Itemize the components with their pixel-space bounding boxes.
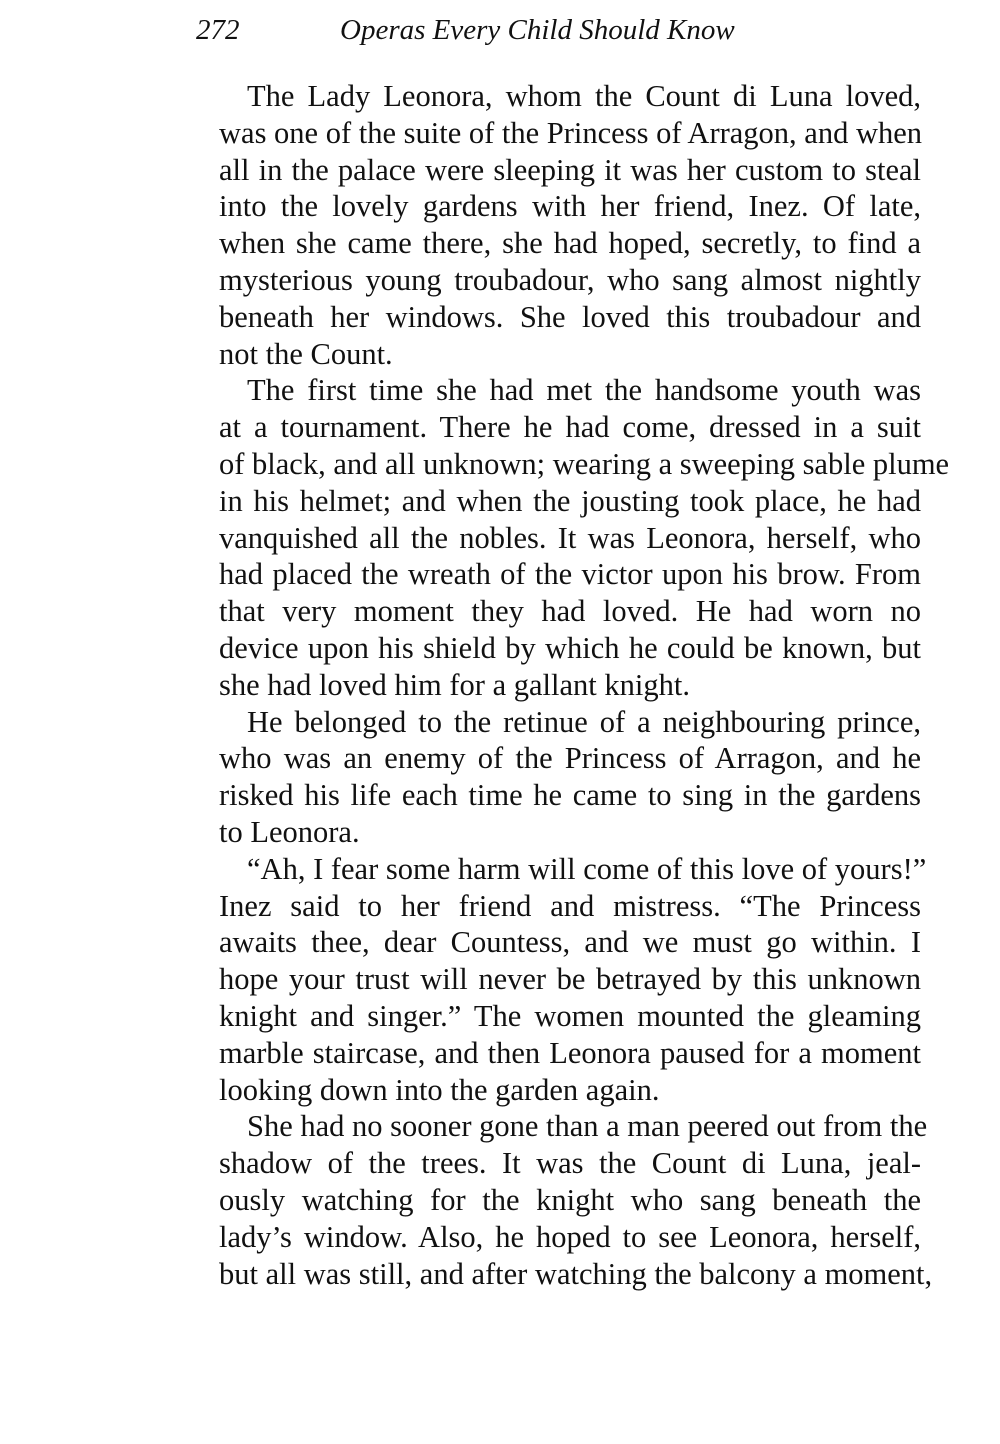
text-line: lady’s window. Also, he hoped to see Leonora, herself, xyxy=(219,1219,921,1254)
text-line: beneath her windows. She loved this troubadour and xyxy=(219,299,921,334)
text-line: all in the palace were sleeping it was her custom to steal xyxy=(219,152,921,187)
text-line: when she came there, she had hoped, secretly, to find a xyxy=(219,226,921,261)
running-head xyxy=(196,14,922,54)
text-line: who was an enemy of the Princess of Arragon, and he xyxy=(219,741,921,776)
paragraph-5 xyxy=(191,1108,933,1292)
page-number: 272 xyxy=(196,14,240,46)
text-line: device upon his shield by which he could be known, but xyxy=(219,630,921,665)
text-line: had placed the wreath of the victor upon his brow. From xyxy=(219,557,921,592)
text-line: not the Count. xyxy=(219,336,393,371)
paragraph-2 xyxy=(191,372,950,703)
text-line: shadow of the trees. It was the Count di Luna, jeal- xyxy=(219,1146,921,1181)
text-line: The first time she had met the handsome youth was xyxy=(247,373,921,408)
text-line: she had loved him for a gallant knight. xyxy=(219,667,690,702)
text-line: mysterious young troubadour, who sang almost nightly xyxy=(219,262,921,297)
text-line: “Ah, I fear some harm will come of this love of yours!” xyxy=(247,851,927,886)
text-line: He belonged to the retinue of a neighbouring prince, xyxy=(247,704,921,739)
text-line: risked his life each time he came to sing in the gardens xyxy=(219,778,921,813)
text-line: at a tournament. There he had come, dressed in a suit xyxy=(219,410,921,445)
text-line: to Leonora. xyxy=(219,814,360,849)
text-line: but all was still, and after watching the balcony a moment, xyxy=(219,1256,933,1291)
text-line: Inez said to her friend and mistress. “The Princess xyxy=(219,888,921,923)
text-line: She had no sooner gone than a man peered out from the xyxy=(247,1109,928,1144)
paragraph-1 xyxy=(191,78,921,372)
text-line: looking down into the garden again. xyxy=(219,1072,660,1107)
body-text xyxy=(191,78,950,1292)
text-line: was one of the suite of the Princess of Arragon, and when xyxy=(219,115,923,150)
text-line: in his helmet; and when the jousting took place, he had xyxy=(219,483,921,518)
running-title: Operas Every Child Should Know xyxy=(340,14,735,46)
text-line: marble staircase, and then Leonora paused for a moment xyxy=(219,1035,921,1070)
text-line: of black, and all unknown; wearing a sweeping sable plume xyxy=(219,446,950,481)
paragraph-3 xyxy=(191,704,921,851)
text-line: that very moment they had loved. He had worn no xyxy=(219,594,921,629)
text-line: vanquished all the nobles. It was Leonora, herself, who xyxy=(219,520,921,555)
paragraph-4 xyxy=(191,851,927,1109)
text-line: hope your trust will never be betrayed by this unknown xyxy=(219,962,921,997)
text-line: knight and singer.” The women mounted the gleaming xyxy=(219,998,921,1033)
text-line: ously watching for the knight who sang beneath the xyxy=(219,1182,921,1217)
text-line: into the lovely gardens with her friend, Inez. Of late, xyxy=(219,189,921,224)
text-line: The Lady Leonora, whom the Count di Luna loved, xyxy=(247,79,921,113)
text-line: awaits thee, dear Countess, and we must go within. I xyxy=(219,925,921,960)
